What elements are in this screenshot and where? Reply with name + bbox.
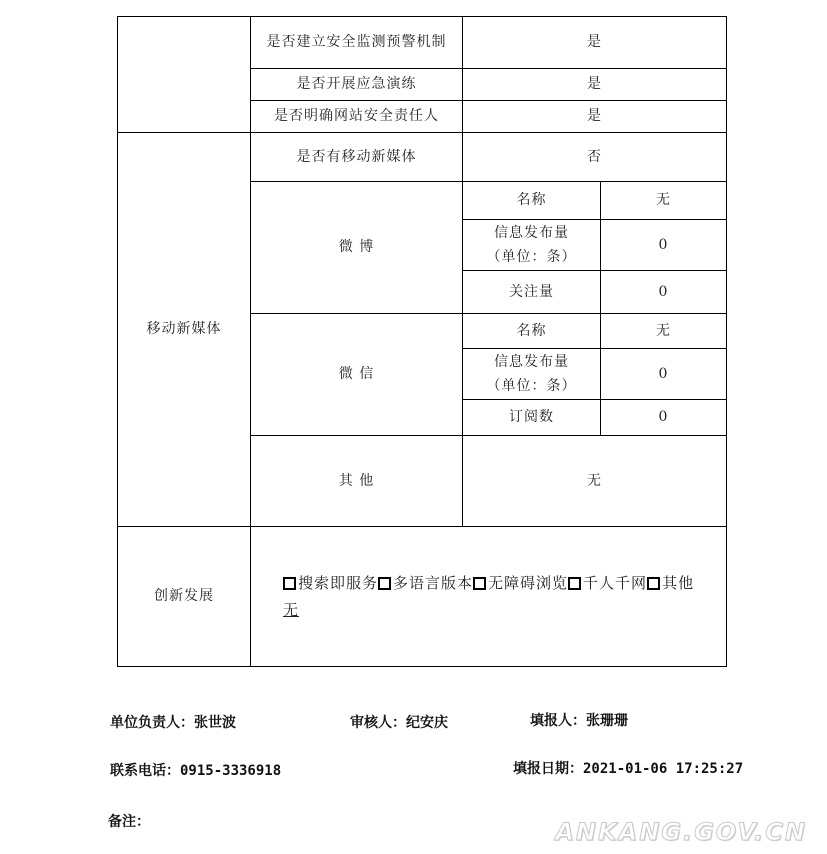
innovation-section-label: 创新发展 [118, 527, 251, 667]
wechat-subscribers-value: 0 [601, 400, 727, 436]
option-search-service: 搜索即服务 [298, 574, 379, 593]
wechat-posts-label-line2: （单位：条） [486, 378, 577, 394]
wechat-subscribers-label: 订阅数 [463, 400, 601, 436]
weibo-name-value: 无 [601, 182, 727, 220]
wechat-posts-label [463, 349, 601, 400]
wechat-name-value: 无 [601, 314, 727, 349]
other-media-value: 无 [463, 436, 727, 527]
innovation-other-line [283, 597, 722, 623]
reviewer: 审核人：纪安庆 [350, 715, 448, 731]
option-multilingual: 多语言版本 [393, 574, 474, 593]
has-mobile-media-label: 是否有移动新媒体 [251, 133, 463, 182]
emergency-drill-value: 是 [463, 69, 727, 101]
weibo-posts-label [463, 220, 601, 271]
weibo-posts-value: 0 [601, 220, 727, 271]
checkbox-multilingual[interactable] [378, 577, 391, 590]
option-other: 其他 [662, 574, 695, 593]
checkbox-other[interactable] [647, 577, 660, 590]
contact-phone: 联系电话：0915-3336918 [110, 763, 282, 779]
report-table [117, 16, 727, 667]
wechat-posts-label-line1: 信息发布量 [494, 353, 569, 370]
responsible-person-label: 是否明确网站安全责任人 [251, 101, 463, 133]
option-personalized: 千人千网 [583, 574, 648, 593]
has-mobile-media-value: 否 [463, 133, 727, 182]
weibo-followers-label: 关注量 [463, 271, 601, 314]
weibo-posts-label-line1: 信息发布量 [494, 224, 569, 241]
weibo-posts-label-line2: （单位：条） [486, 249, 577, 265]
site-watermark: ANKANG.GOV.CN [555, 818, 807, 846]
report-date: 填报日期：2021-01-06 17:25:27 [513, 761, 744, 777]
warning-mechanism-label: 是否建立安全监测预警机制 [251, 17, 463, 69]
emergency-drill-label: 是否开展应急演练 [251, 69, 463, 101]
option-accessibility: 无障碍浏览 [488, 574, 569, 593]
checkbox-search-service[interactable] [283, 577, 296, 590]
responsible-person-value: 是 [463, 101, 727, 133]
checkbox-personalized[interactable] [568, 577, 581, 590]
remark-label: 备注： [108, 814, 150, 830]
filler: 填报人：张珊珊 [530, 713, 628, 729]
innovation-options-line [283, 570, 722, 596]
innovation-options [251, 527, 727, 667]
weibo-name-label: 名称 [463, 182, 601, 220]
mobile-media-section-label: 移动新媒体 [118, 133, 251, 527]
wechat-label: 微 信 [251, 314, 463, 436]
wechat-posts-value: 0 [601, 349, 727, 400]
other-media-label: 其 他 [251, 436, 463, 527]
security-section-cell [118, 17, 251, 133]
unit-head: 单位负责人：张世波 [110, 715, 236, 731]
checkbox-accessibility[interactable] [473, 577, 486, 590]
weibo-followers-value: 0 [601, 271, 727, 314]
wechat-name-label: 名称 [463, 314, 601, 349]
weibo-label: 微 博 [251, 182, 463, 314]
innovation-other-text: 无 [283, 600, 300, 619]
warning-mechanism-value: 是 [463, 17, 727, 69]
